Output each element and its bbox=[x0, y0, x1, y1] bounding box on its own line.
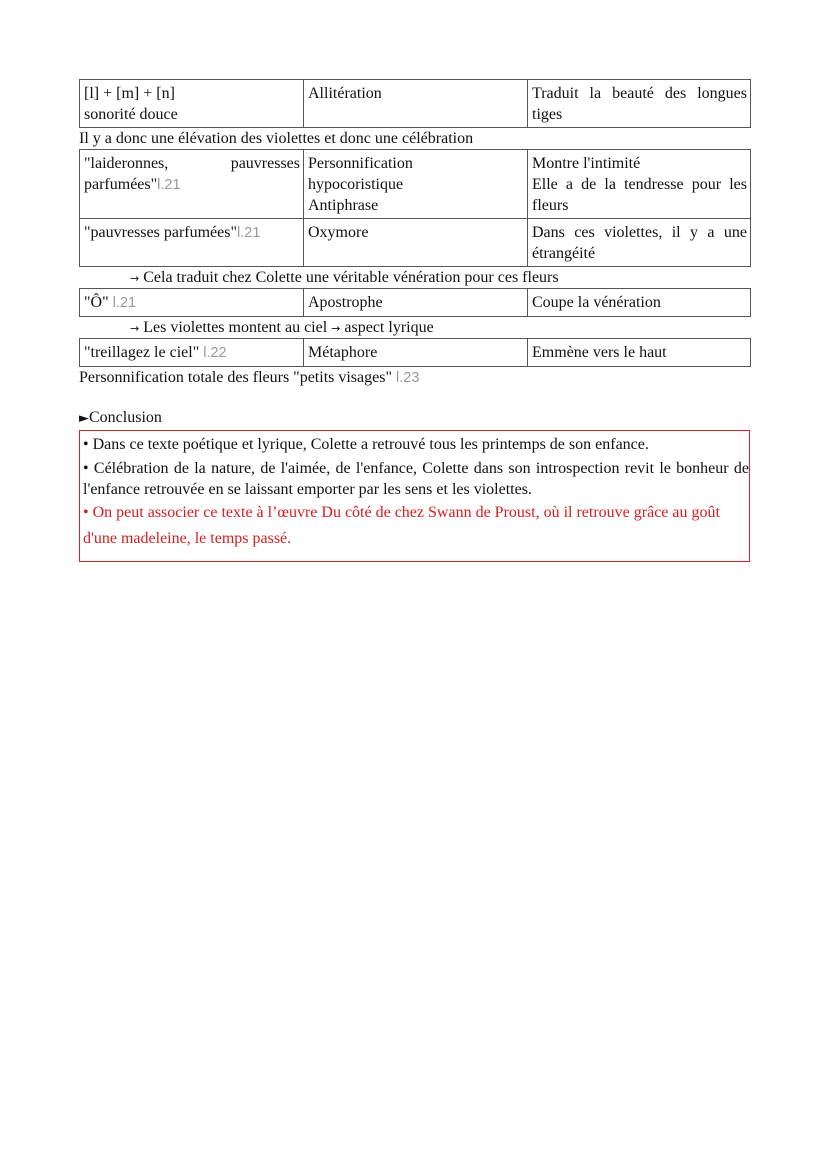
note-personnification bbox=[79, 367, 751, 388]
cell-text: "pauvresses parfumées" bbox=[84, 224, 238, 241]
conclusion-item bbox=[83, 458, 749, 500]
conclusion-item bbox=[83, 434, 749, 455]
table-cell-figure bbox=[304, 289, 528, 317]
arrow-right-icon: → bbox=[130, 322, 140, 335]
bullet-icon: • bbox=[83, 436, 89, 453]
table-cell-figure bbox=[304, 339, 528, 367]
table-row bbox=[80, 80, 751, 128]
cell-text: "Ô" bbox=[84, 294, 109, 311]
line-reference: l.21 bbox=[157, 177, 181, 193]
table-cell-quote bbox=[80, 80, 304, 128]
cell-text: Apostrophe bbox=[308, 294, 383, 311]
conclusion-item-highlighted bbox=[83, 500, 749, 552]
note-veneration bbox=[79, 267, 751, 288]
table-cell-figure bbox=[304, 219, 528, 267]
note-text: aspect lyrique bbox=[344, 319, 434, 336]
cell-line: Montre l'intimité bbox=[532, 155, 641, 172]
cell-line: hypocoristique bbox=[308, 176, 404, 193]
analysis-table-metaphore bbox=[79, 338, 751, 367]
table-cell-quote bbox=[80, 289, 304, 317]
conclusion-box bbox=[79, 430, 750, 562]
conclusion-text: Dans ce texte poétique et lyrique, Colette a retrouvé tous les printemps de son enfance. bbox=[92, 436, 649, 453]
document-page bbox=[79, 79, 751, 562]
table-row bbox=[80, 339, 751, 367]
cell-line: Elle a de la tendresse pour les fleurs bbox=[532, 176, 747, 214]
note-lyrique bbox=[79, 317, 751, 338]
table-cell-effect bbox=[528, 339, 751, 367]
line-reference: l.22 bbox=[203, 345, 227, 361]
table-cell-quote bbox=[80, 339, 304, 367]
cell-text: Emmène vers le haut bbox=[532, 344, 667, 361]
analysis-table-alliteration bbox=[79, 79, 751, 128]
line-reference: l.21 bbox=[237, 225, 261, 241]
cell-text: Coupe la vénération bbox=[532, 294, 661, 311]
table-cell-quote bbox=[80, 219, 304, 267]
cell-line: Antiphrase bbox=[308, 197, 379, 214]
line-reference: l.23 bbox=[396, 370, 420, 386]
table-cell-effect bbox=[528, 219, 751, 267]
bullet-icon: • bbox=[83, 460, 89, 477]
table-cell-effect bbox=[528, 80, 751, 128]
bullet-icon: • bbox=[83, 504, 89, 521]
cell-line: Personnification bbox=[308, 155, 413, 172]
table-row bbox=[80, 150, 751, 219]
cell-text: Traduit la beauté des longues tiges bbox=[532, 85, 747, 123]
conclusion-heading bbox=[79, 407, 751, 428]
note-text: Les violettes montent au ciel bbox=[143, 319, 328, 336]
table-row bbox=[80, 289, 751, 317]
note-text: Cela traduit chez Colette une véritable vénération pour ces fleurs bbox=[143, 269, 559, 286]
triangle-right-icon: ► bbox=[79, 411, 89, 426]
cell-line: sonorité douce bbox=[84, 106, 178, 123]
cell-line: Oxymore bbox=[308, 224, 369, 241]
note-text: Personnification totale des fleurs "petits visages" bbox=[79, 369, 392, 386]
table-cell-effect bbox=[528, 150, 751, 219]
line-reference: l.21 bbox=[112, 295, 137, 311]
arrow-right-icon: → bbox=[331, 322, 341, 335]
table-cell-figure bbox=[304, 150, 528, 219]
table-cell-effect bbox=[528, 289, 751, 317]
cell-text: "laideronnes, pauvresses parfumées" bbox=[84, 155, 300, 193]
cell-text: Dans ces violettes, il y a une étrangéité bbox=[532, 224, 747, 262]
conclusion-text: Célébration de la nature, de l'aimée, de l'enfance, Colette dans son introspection revit le bonheur de l'enfance retrouvée en se laissant emporter par les sens et les violettes. bbox=[83, 460, 749, 498]
analysis-table-apostrophe bbox=[79, 288, 751, 317]
table-cell-quote bbox=[80, 150, 304, 219]
cell-text: Métaphore bbox=[308, 344, 378, 361]
conclusion-title: Conclusion bbox=[89, 409, 162, 426]
analysis-table-personnification bbox=[79, 149, 751, 267]
table-row bbox=[80, 219, 751, 267]
cell-text: "treillagez le ciel" bbox=[84, 344, 200, 361]
table-cell-figure bbox=[304, 80, 528, 128]
cell-line: [l] + [m] + [n] bbox=[84, 85, 175, 102]
cell-line: Allitération bbox=[308, 85, 382, 102]
conclusion-text: On peut associer ce texte à l’œuvre Du côté de chez Swann de Proust, où il retrouve grâce au goût d'une madeleine, le temps passé. bbox=[83, 504, 720, 547]
arrow-right-icon: → bbox=[130, 272, 140, 285]
note-elevation: Il y a donc une élévation des violettes et donc une célébration bbox=[79, 130, 474, 147]
